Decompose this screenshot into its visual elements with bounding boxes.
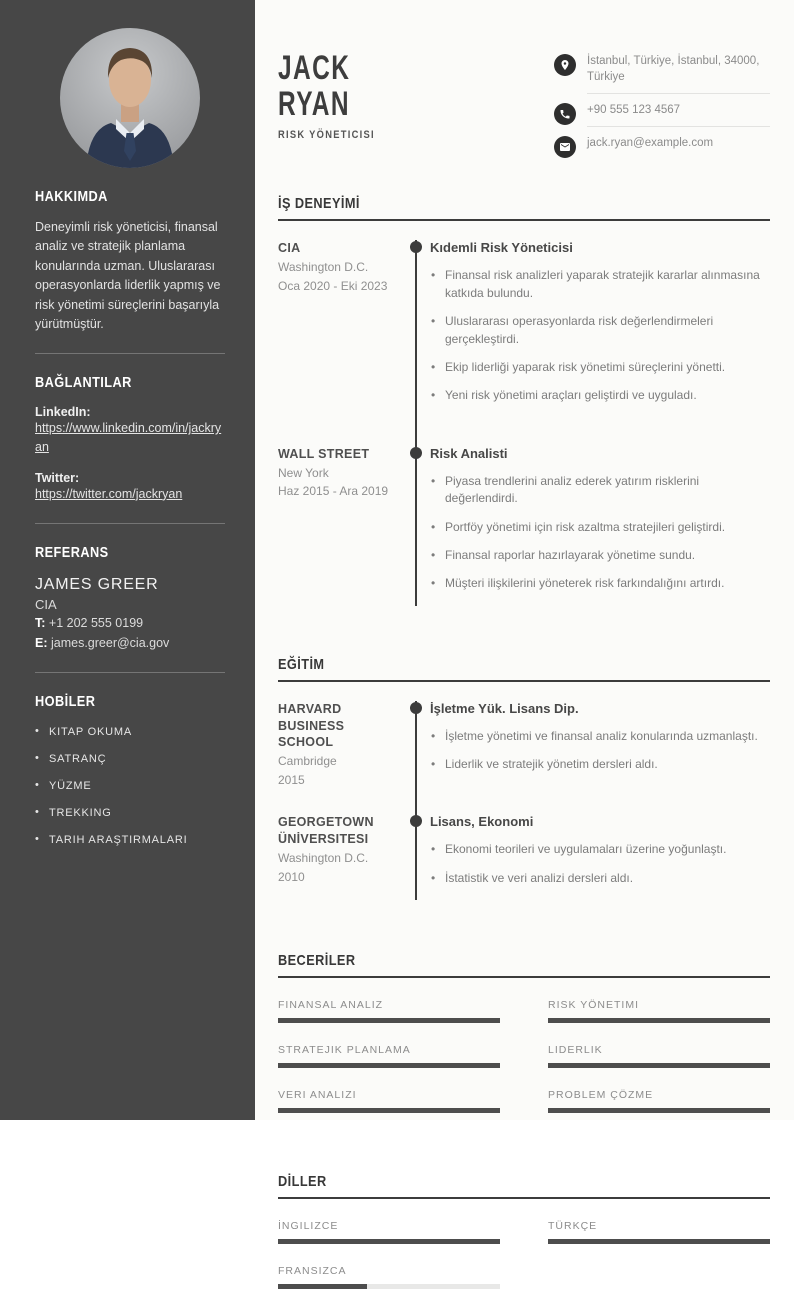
entry-dates: 2010 — [278, 870, 305, 884]
about-section — [35, 188, 225, 334]
entry-company: CIA — [278, 241, 301, 256]
hobby-item: • KITAP OKUMA — [35, 726, 225, 738]
main-content — [255, 0, 794, 1278]
language-bar — [548, 1239, 770, 1244]
language-label: TÜRKÇE — [548, 1220, 598, 1233]
hobby-item: • SATRANÇ — [35, 753, 225, 765]
entry-school: GEORGETOWN ÜNİVERSITESI — [278, 815, 374, 847]
bullet-item: • Müşteri ilişkilerini yöneterek risk farkındalığını artırdı. — [430, 575, 770, 592]
language-item — [548, 1220, 770, 1244]
skill-item — [278, 999, 500, 1023]
entry-location: Cambridge — [278, 754, 337, 769]
sidebar — [0, 0, 255, 1120]
about-text: Deneyimli risk yöneticisi, finansal analiz ve stratejik planlama konularında uzman. Uluslararası operasyonlarda liderlik yapmış ve risk yönetimi süreçlerini başarıyla yürütmüştür. — [35, 220, 221, 331]
phone-icon — [554, 103, 576, 125]
linkedin-label: LinkedIn: — [35, 405, 91, 420]
experience-section — [278, 195, 770, 605]
skill-label: LIDERLIK — [548, 1044, 603, 1057]
experience-entry — [278, 446, 770, 606]
email-text: jack.ryan@example.com — [587, 137, 714, 150]
language-label: İNGILIZCE — [278, 1220, 339, 1233]
skill-label: RISK YÖNETIMI — [548, 999, 639, 1012]
entry-title: Kıdemli Risk Yöneticisi — [430, 240, 573, 256]
bullet-item: • Piyasa trendlerini analiz ederek yatırım risklerini değerlendirdi. — [430, 473, 770, 508]
language-item — [278, 1265, 500, 1289]
job-title: RISK YÖNETICISI — [278, 129, 375, 142]
location-pin-icon — [554, 54, 576, 76]
reference-section — [35, 544, 225, 654]
hobby-item: • TREKKING — [35, 807, 225, 819]
skill-item — [548, 999, 770, 1023]
bullet-item: • Liderlik ve stratejik yönetim dersleri aldı. — [430, 756, 770, 773]
bullet-item: • Uluslararası operasyonlarda risk değerlendirmeleri gerçekleştirdi. — [430, 313, 770, 348]
bullet-item: • İstatistik ve veri analizi dersleri aldı. — [430, 870, 770, 887]
contact-block — [554, 53, 770, 159]
entry-detail — [415, 446, 770, 606]
sidebar-divider — [35, 523, 225, 524]
entry-meta — [278, 814, 415, 900]
entry-meta — [278, 240, 415, 445]
skills-section — [278, 952, 770, 1113]
entry-degree: Lisans, Ekonomi — [430, 814, 534, 830]
skill-bar — [278, 1063, 500, 1068]
twitter-label: Twitter: — [35, 470, 80, 485]
skills-heading: BECERİLER — [278, 952, 770, 978]
entry-company: WALL STREET — [278, 446, 370, 461]
skill-bar — [278, 1018, 500, 1023]
skill-bar — [548, 1108, 770, 1113]
entry-school: HARVARD BUSINESS SCHOOL — [278, 701, 345, 750]
education-entry — [278, 701, 770, 815]
portrait-photo — [60, 28, 200, 168]
skill-item — [548, 1044, 770, 1068]
hobbies-section — [35, 693, 225, 846]
entry-detail — [415, 701, 770, 815]
reference-phone: T: +1 202 555 0199 — [35, 615, 144, 630]
entry-bullets — [430, 728, 770, 774]
entry-dates: Haz 2015 - Ara 2019 — [278, 484, 389, 499]
header — [278, 50, 770, 159]
hobby-item: • YÜZME — [35, 780, 225, 792]
contact-location-row — [554, 53, 770, 102]
envelope-icon — [554, 136, 576, 158]
location-text: İstanbul, Türkiye, İstanbul, 34000, Türkiye — [587, 55, 760, 84]
first-name: JACK — [278, 49, 351, 87]
bullet-item: • Ekip liderliği yaparak risk yönetimi süreçlerini yönetti. — [430, 359, 770, 376]
sidebar-divider — [35, 353, 225, 354]
bullet-item: • Ekonomi teorileri ve uygulamaları üzerine yoğunlaştı. — [430, 841, 770, 858]
avatar — [60, 28, 200, 168]
hobby-item: • TARIH ARAŞTIRMALARI — [35, 834, 225, 846]
entry-location: Washington D.C. — [278, 260, 369, 275]
hobbies-heading: HOBİLER — [35, 693, 96, 710]
skill-item — [278, 1089, 500, 1113]
entry-meta — [278, 446, 415, 606]
linkedin-link[interactable]: https://www.linkedin.com/in/jackryan — [35, 421, 222, 454]
skill-bar — [548, 1018, 770, 1023]
experience-entry — [278, 240, 770, 445]
reference-company: CIA — [35, 596, 57, 612]
bullet-item: • Yeni risk yönetimi araçları geliştirdi ve uyguladı. — [430, 387, 770, 404]
language-label: FRANSIZCA — [278, 1265, 347, 1278]
entry-location: New York — [278, 465, 329, 480]
bullet-item: • Finansal risk analizleri yaparak stratejik kararlar alınmasına katkıda bulundu. — [430, 267, 770, 302]
about-heading: HAKKIMDA — [35, 188, 108, 205]
skill-bar — [548, 1063, 770, 1068]
links-heading: BAĞLANTILAR — [35, 374, 132, 392]
last-name: RYAN — [278, 85, 350, 124]
skill-item — [278, 1044, 500, 1068]
entry-bullets — [430, 267, 770, 404]
reference-heading: REFERANS — [35, 543, 109, 561]
language-item — [278, 1220, 500, 1244]
entry-dates: Oca 2020 - Eki 2023 — [278, 279, 388, 294]
education-section — [278, 656, 770, 901]
education-heading: EĞİTİM — [278, 656, 770, 682]
language-bar — [278, 1284, 500, 1289]
hobby-list — [35, 726, 225, 846]
language-bar — [278, 1239, 500, 1244]
entry-bullets — [430, 473, 770, 593]
skill-label: FINANSAL ANALIZ — [278, 999, 384, 1012]
contact-email-row — [554, 135, 770, 159]
entry-bullets — [430, 841, 770, 887]
twitter-link[interactable]: https://twitter.com/jackryan — [35, 486, 183, 501]
sidebar-divider — [35, 672, 225, 673]
education-entry — [278, 814, 770, 900]
skill-label: STRATEJIK PLANLAMA — [278, 1044, 411, 1057]
bullet-item: • Portföy yönetimi için risk azaltma stratejileri geliştirdi. — [430, 519, 770, 536]
languages-section — [278, 1173, 770, 1289]
experience-body — [278, 240, 770, 605]
links-section — [35, 374, 225, 503]
phone-text: +90 555 123 4567 — [587, 104, 681, 117]
entry-detail — [415, 814, 770, 900]
bullet-item: • Finansal raporlar hazırlayarak yönetime sundu. — [430, 547, 770, 564]
languages-heading: DİLLER — [278, 1173, 770, 1199]
languages-grid — [278, 1220, 770, 1289]
name-block — [278, 50, 392, 159]
reference-name: JAMES GREER — [35, 575, 159, 593]
entry-detail — [415, 240, 770, 445]
contact-phone-row — [554, 102, 770, 135]
skill-bar — [278, 1108, 500, 1113]
entry-location: Washington D.C. — [278, 851, 369, 866]
entry-title: Risk Analisti — [430, 445, 508, 461]
skill-label: VERI ANALIZI — [278, 1089, 357, 1102]
skills-grid — [278, 999, 770, 1113]
skill-label: PROBLEM ÇÖZME — [548, 1089, 654, 1102]
email-label: E: — [35, 636, 48, 651]
experience-heading: İŞ DENEYİMİ — [278, 195, 770, 221]
entry-degree: İşletme Yük. Lisans Dip. — [430, 700, 579, 716]
reference-email: E: james.greer@cia.gov — [35, 636, 170, 651]
bullet-item: • İşletme yönetimi ve finansal analiz konularında uzmanlaştı. — [430, 728, 770, 745]
entry-meta — [278, 701, 415, 815]
phone-label: T: — [35, 615, 46, 630]
skill-item — [548, 1089, 770, 1113]
education-body — [278, 701, 770, 901]
entry-dates: 2015 — [278, 773, 305, 788]
